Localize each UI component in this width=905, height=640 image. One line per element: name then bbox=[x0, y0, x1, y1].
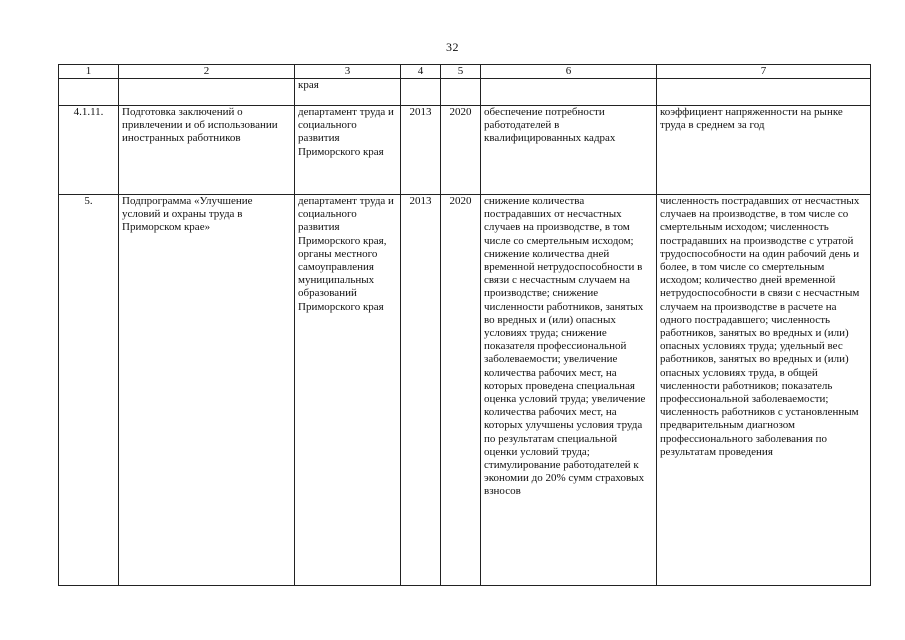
continuation-row bbox=[59, 79, 871, 106]
column-header-5: 5 bbox=[441, 65, 481, 79]
item-expected-result: снижение количества пострадавших от несчастных случаев на производстве, в том числе со смертельным исходом; снижение количества дней временной нетрудоспособности в связи с несчастным случаем на производстве; снижение численности работников, занятых во вредных и (или) опасных условиях труда; снижение показателя профессиональной заболеваемости; увеличение количества рабочих мест, на которых проведена специальная оценка условий труда; увеличение количества рабочих мест, на которых улучшены условия труда по результатам специальной оценки условий труда; стимулирование работодателей к экономии до 20% сумм страховых взносов bbox=[481, 195, 657, 586]
item-indicator: численность пострадавших от несчастных случаев на производстве, в том числе со смертельным исходом; численность пострадавших на производстве с утратой трудоспособности на один рабочий день и более, в том числе со смертельным исходом; количество дней временной нетрудоспособности в связи с несчастным случаем на производстве в расчете на одного пострадавшего; численность работников, занятых во вредных и (или) опасных условиях труда; удельный вес работников, занятых во вредных и (или) опасных условиях труда, в общей численности работников; показатель профессиональной заболеваемости; численность работников с установленным предварительным диагнозом профессионального заболевания по результатам проведения bbox=[657, 195, 871, 586]
continuation-cell-7 bbox=[657, 79, 871, 106]
item-end-year: 2020 bbox=[441, 106, 481, 195]
column-header-3: 3 bbox=[295, 65, 401, 79]
column-header-2: 2 bbox=[119, 65, 295, 79]
continuation-cell-3: края bbox=[295, 79, 401, 106]
table-row bbox=[59, 195, 871, 586]
item-executor: департамент труда и социального развития Приморского края, органы местного самоуправления муниципальных образований Приморского края bbox=[295, 195, 401, 586]
item-start-year: 2013 bbox=[401, 195, 441, 586]
item-start-year: 2013 bbox=[401, 106, 441, 195]
continuation-cell-5 bbox=[441, 79, 481, 106]
column-header-1: 1 bbox=[59, 65, 119, 79]
column-header-7: 7 bbox=[657, 65, 871, 79]
column-number-row bbox=[59, 65, 871, 79]
column-header-6: 6 bbox=[481, 65, 657, 79]
continuation-cell-2 bbox=[119, 79, 295, 106]
continuation-cell-4 bbox=[401, 79, 441, 106]
column-header-4: 4 bbox=[401, 65, 441, 79]
page-number: 32 bbox=[446, 40, 459, 54]
program-table bbox=[58, 64, 871, 586]
continuation-cell-1 bbox=[59, 79, 119, 106]
table-row bbox=[59, 106, 871, 195]
item-expected-result: обеспечение потребности работодателей в квалифицированных кадрах bbox=[481, 106, 657, 195]
item-indicator: коэффициент напряженности на рынке труда в среднем за год bbox=[657, 106, 871, 195]
item-name: Подготовка заключений о привлечении и об использовании иностранных работников bbox=[119, 106, 295, 195]
item-end-year: 2020 bbox=[441, 195, 481, 586]
continuation-cell-6 bbox=[481, 79, 657, 106]
item-name: Подпрограмма «Улучшение условий и охраны труда в Приморском крае» bbox=[119, 195, 295, 586]
item-number: 4.1.11. bbox=[59, 106, 119, 195]
item-number: 5. bbox=[59, 195, 119, 586]
item-executor: департамент труда и социального развития Приморского края bbox=[295, 106, 401, 195]
